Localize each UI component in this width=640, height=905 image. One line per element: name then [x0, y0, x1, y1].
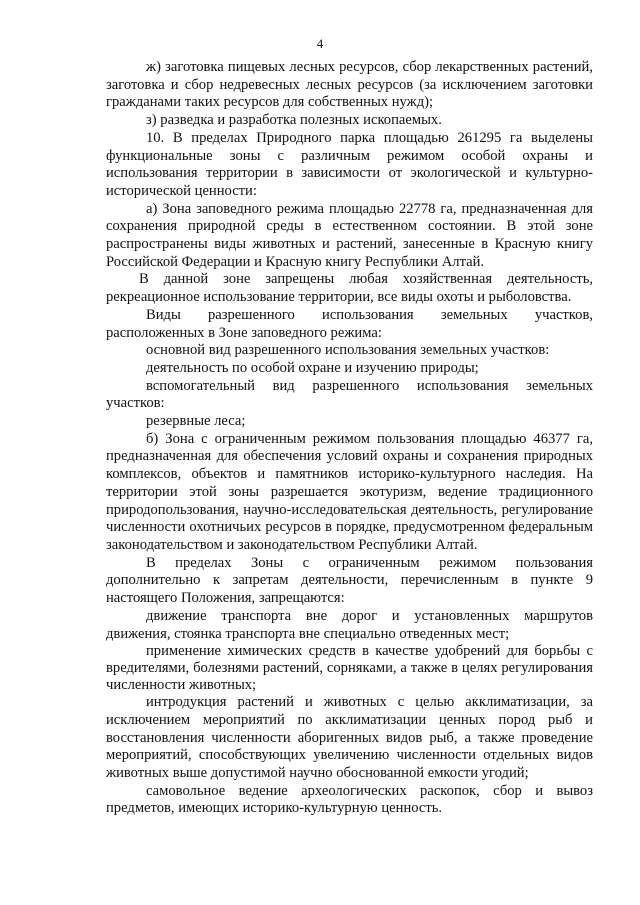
paragraph-z: з) разведка и разработка полезных ископаемых. — [146, 112, 442, 129]
paragraph-reserve-forests: резервные леса; — [146, 413, 246, 430]
paragraph-auxiliary-use: вспомогательный вид разрешенного использования земельных участков: — [106, 377, 593, 412]
paragraph-zone-b-prohibitions: В пределах Зоны с ограниченным режимом пользования дополнительно к запретам деятельности, перечисленным в пункте 9 настоящего Положения, запрещаются: — [106, 554, 593, 607]
paragraph-permitted-use: Виды разрешенного использования земельных участков, расположенных в Зоне заповедного режима: — [106, 306, 593, 341]
paragraph-introduction: интродукция растений и животных с целью акклиматизации, за исключением мероприятий по акклиматизации ценных пород рыб и восстановления численности аборигенных видов рыб, а также проведение мероприятий, способствующих увеличению численности отдельных видов животных выше допустимой научно обоснованной емкости угодий; — [106, 694, 593, 782]
paragraph-excavations: самовольное ведение археологических раскопок, сбор и вывоз предметов, имеющих историко-культурную ценность. — [106, 782, 593, 817]
paragraph-protection-activity: деятельность по особой охране и изучению природы; — [146, 359, 479, 376]
page-number: 4 — [316, 36, 324, 51]
paragraph-zone-a: а) Зона заповедного режима площадью 22778 га, предназначенная для сохранения природной среды в естественном состоянии. В этой зоне распространены виды животных и растений, занесенные в Красную книгу Российской Федерации и Красную книгу Республики Алтай. — [106, 200, 593, 270]
paragraph-main-use: основной вид разрешенного использования земельных участков: — [146, 342, 550, 359]
paragraph-transport: движение транспорта вне дорог и установленных маршрутов движения, стоянка транспорта вне специально отведенных мест; — [106, 607, 593, 642]
paragraph-chemicals: применение химических средств в качестве удобрений для борьбы с вредителями, болезнями растений, сорняками, а также в целях регулирования численности животных; — [106, 643, 593, 694]
document-body — [106, 59, 593, 818]
paragraph-zh: ж) заготовка пищевых лесных ресурсов, сбор лекарственных растений, заготовка и сбор недревесных лесных ресурсов (за исключением заготовки гражданами таких ресурсов для собственных нужд); — [106, 59, 593, 111]
paragraph-10: 10. В пределах Природного парка площадью 261295 га выделены функциональные зоны с различным режимом особой охраны и использования территории в зависимости от экологической и культурно-исторической ценности: — [106, 129, 593, 199]
paragraph-zone-b: б) Зона с ограниченным режимом пользования площадью 46377 га, предназначенная для обеспечения условий охраны и сохранения природных комплексов, объектов и памятников историко-культурного наследия. На территории этой зоны разрешается экотуризм, ведение традиционного природопользования, научно-исследовательская деятельность, регулирование численности охотничьих ресурсов в порядке, предусмотренном федеральным законодательством и законодательством Республики Алтай. — [106, 430, 593, 553]
paragraph-zone-a-prohibitions: В данной зоне запрещены любая хозяйственная деятельность, рекреационное использование территории, все виды охоты и рыболовства. — [106, 271, 593, 306]
